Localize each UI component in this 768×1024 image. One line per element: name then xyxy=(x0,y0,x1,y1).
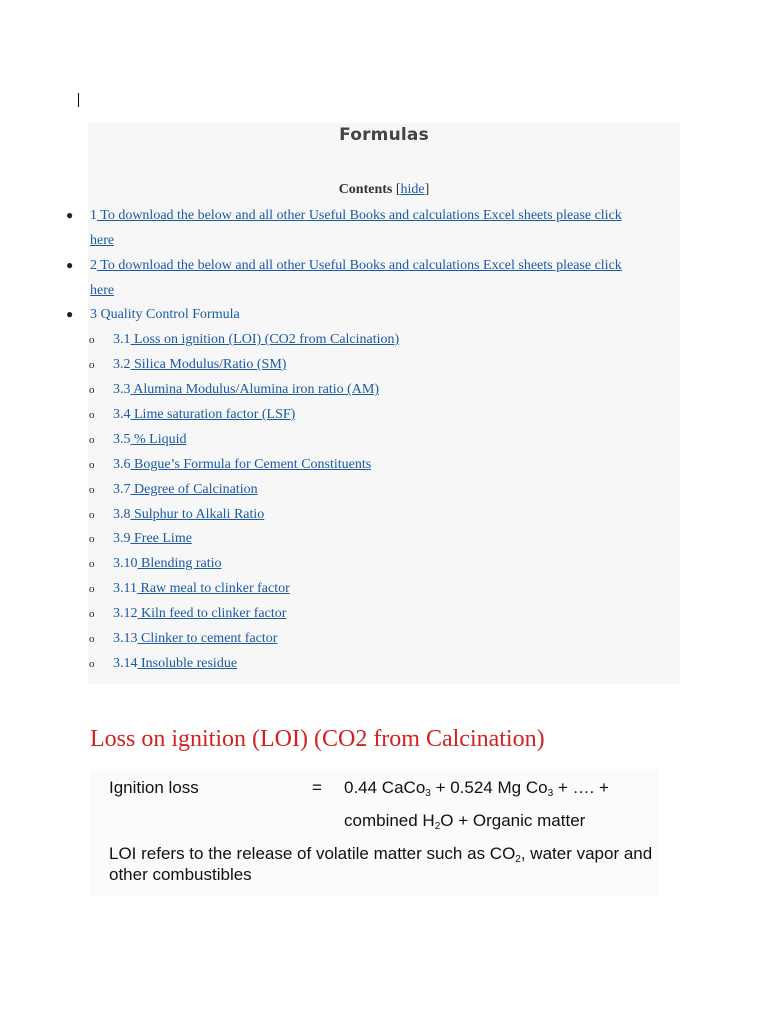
circle-bullet-icon: o xyxy=(89,434,95,446)
formula-equals: = xyxy=(312,778,322,797)
subitem-number: 3.7 xyxy=(113,482,131,497)
subitem-link[interactable]: Free Lime xyxy=(130,531,192,546)
page-title: Formulas xyxy=(339,125,429,145)
toc-item-number: 3 xyxy=(90,307,97,322)
subitem-link[interactable]: % Liquid xyxy=(130,432,187,447)
subitem-number: 3.4 xyxy=(113,407,131,422)
subitem-number: 3.1 xyxy=(113,332,131,347)
subitem-number: 3.9 xyxy=(113,531,131,546)
toc-item-link[interactable]: Quality Control Formula xyxy=(97,307,240,322)
circle-bullet-icon: o xyxy=(89,384,95,396)
circle-bullet-icon: o xyxy=(89,608,95,620)
circle-bullet-icon: o xyxy=(89,409,95,421)
circle-bullet-icon: o xyxy=(89,484,95,496)
circle-bullet-icon: o xyxy=(89,509,95,521)
formula-rhs-line1: 0.44 CaCo$_3$ + 0.524 Mg $Co_3$ + …. + xyxy=(344,778,609,799)
bullet-icon: ● xyxy=(66,208,74,222)
subitem-number: 3.10 xyxy=(113,556,138,571)
subitem-number: 3.6 xyxy=(113,457,131,472)
circle-bullet-icon: o xyxy=(89,359,95,371)
subitem-number: 3.5 xyxy=(113,432,131,447)
formula-image xyxy=(90,770,658,896)
bullet-icon: ● xyxy=(66,307,74,321)
toc-item-number: 2 xyxy=(90,258,97,273)
hide-link[interactable]: hide xyxy=(400,182,425,197)
subitem-link[interactable]: Insoluble residue xyxy=(137,656,238,671)
text-cursor xyxy=(78,93,79,107)
subitem-number: 3.12 xyxy=(113,606,138,621)
subitem-number: 3.14 xyxy=(113,656,138,671)
subitem-link[interactable]: Bogue’s Formula for Cement Constituents xyxy=(130,457,372,472)
circle-bullet-icon: o xyxy=(89,633,95,645)
toc-item-link[interactable]: To download the below and all other Useful Books and calculations Excel sheets please click xyxy=(97,258,622,273)
subitem-number: 3.13 xyxy=(113,631,138,646)
circle-bullet-icon: o xyxy=(89,334,95,346)
circle-bullet-icon: o xyxy=(89,459,95,471)
circle-bullet-icon: o xyxy=(89,658,95,670)
subitem-link[interactable]: Degree of Calcination xyxy=(130,482,258,497)
subitem-number: 3.8 xyxy=(113,507,131,522)
circle-bullet-icon: o xyxy=(89,558,95,570)
toc-item-link-here[interactable]: here xyxy=(90,283,115,298)
subitem-number: 3.11 xyxy=(113,581,137,596)
subitem-number: 3.3 xyxy=(113,382,131,397)
subitem-link[interactable]: Alumina Modulus/Alumina iron ratio (AM) xyxy=(130,382,379,397)
subitem-link[interactable]: Silica Modulus/Ratio (SM) xyxy=(130,357,287,372)
contents-label: Contents xyxy=(338,182,393,197)
subitem-number: 3.2 xyxy=(113,357,131,372)
formula-description: LOI refers to the release of volatile matter such as $CO_2$, water vapor and other combustibles xyxy=(109,844,653,884)
formula-rhs-line2: combined $H_2O$ + Organic matter xyxy=(344,811,586,832)
circle-bullet-icon: o xyxy=(89,583,95,595)
subitem-link[interactable]: Sulphur to Alkali Ratio xyxy=(130,507,265,522)
circle-bullet-icon: o xyxy=(89,533,95,545)
toc-item-number: 1 xyxy=(90,208,97,223)
section-heading: Loss on ignition (LOI) (CO2 from Calcination) xyxy=(90,726,545,752)
bullet-icon: ● xyxy=(66,258,74,272)
subitem-link[interactable]: Blending ratio xyxy=(137,556,222,571)
subitem-link[interactable]: Clinker to cement factor xyxy=(137,631,278,646)
toc-item-link-here[interactable]: here xyxy=(90,233,115,248)
contents-header: Contents [hide] xyxy=(338,182,430,197)
subitem-link[interactable]: Lime saturation factor (LSF) xyxy=(130,407,296,422)
formula-label: Ignition loss xyxy=(109,778,199,797)
subitem-link[interactable]: Raw meal to clinker factor xyxy=(136,581,290,596)
toc-item-link[interactable]: To download the below and all other Useful Books and calculations Excel sheets please click xyxy=(97,208,622,223)
subitem-link[interactable]: Kiln feed to clinker factor xyxy=(137,606,287,621)
subitem-link[interactable]: Loss on ignition (LOI) (CO2 from Calcination) xyxy=(130,332,400,347)
